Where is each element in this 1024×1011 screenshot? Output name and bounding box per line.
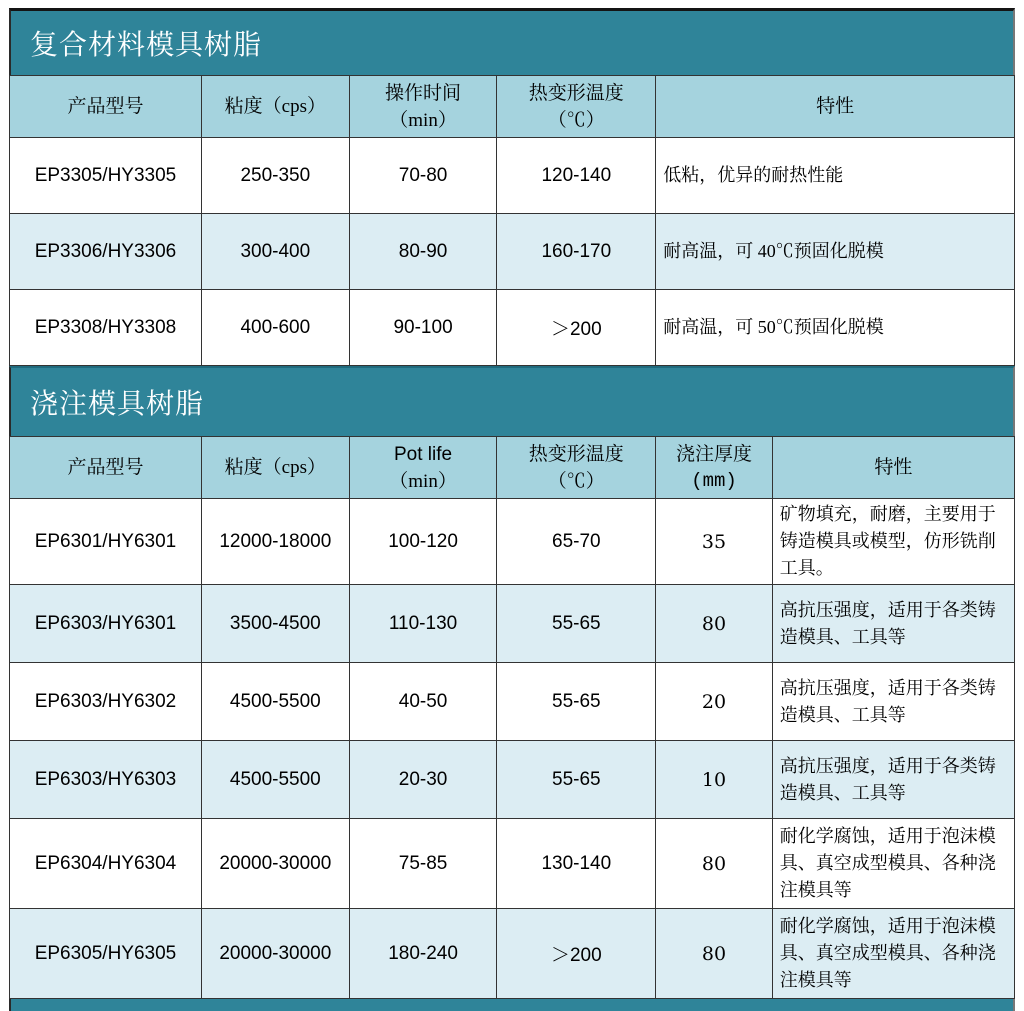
cell-features: 高抗压强度，适用于各类铸造模具、工具等 [772, 741, 1014, 819]
cell-casting-thickness: 80 [656, 909, 773, 999]
cell-product-model: EP6304/HY6304 [10, 819, 202, 909]
cell-features: 矿物填充，耐磨，主要用于铸造模具或模型，仿形铣削工具。 [772, 499, 1014, 585]
table-row [10, 290, 1015, 366]
col-header-unit: （min） [389, 470, 457, 492]
col-header-label: 浇注厚度 [675, 443, 752, 465]
cell-viscosity: 400-600 [201, 290, 349, 366]
col-header-viscosity [201, 437, 349, 499]
col-header-unit: （℃） [547, 470, 605, 492]
col-header-pot-life [349, 437, 497, 499]
cell-features: 低粘，优异的耐热性能 [656, 138, 1015, 214]
cell-hdt: 55-65 [497, 741, 656, 819]
cell-viscosity: 4500-5500 [201, 741, 349, 819]
cell-product-model: EP6305/HY6305 [10, 909, 202, 999]
bottom-teal-bar [9, 999, 1015, 1011]
cell-hdt: 120-140 [497, 138, 656, 214]
col-header-features [656, 76, 1015, 138]
cell-pot-life: 180-240 [349, 909, 497, 999]
cell-product-model: EP6303/HY6301 [10, 585, 202, 663]
section2-title: 浇注模具树脂 [30, 389, 205, 420]
col-header-label: 特性 [816, 96, 855, 117]
cell-pot-life: 75-85 [349, 819, 497, 909]
col-header-working-time [349, 76, 497, 138]
col-header-label: 粘度（cps） [224, 457, 326, 478]
section1-title-band [9, 8, 1015, 75]
table-row [10, 499, 1015, 585]
cell-casting-thickness: 35 [656, 499, 773, 585]
cell-working-time: 70-80 [349, 138, 497, 214]
col-header-label: 特性 [874, 457, 913, 478]
cell-features: 耐高温，可 40℃预固化脱模 [656, 214, 1015, 290]
col-header-unit: （min） [389, 109, 457, 131]
header-row [10, 437, 1015, 499]
cell-product-model: EP3308/HY3308 [10, 290, 202, 366]
cell-features: 耐高温，可 50℃预固化脱模 [656, 290, 1015, 366]
cell-hdt: 65-70 [497, 499, 656, 585]
col-header-casting-thickness [656, 437, 773, 499]
composite-resin-table [9, 75, 1015, 366]
table-row [10, 585, 1015, 663]
cell-viscosity: 12000-18000 [201, 499, 349, 585]
cell-working-time: 80-90 [349, 214, 497, 290]
cell-hdt: 55-65 [497, 663, 656, 741]
cell-pot-life: 40-50 [349, 663, 497, 741]
col-header-viscosity [201, 76, 349, 138]
col-header-label: Pot life [394, 443, 453, 465]
cell-features: 高抗压强度，适用于各类铸造模具、工具等 [772, 663, 1014, 741]
cell-casting-thickness: 10 [656, 741, 773, 819]
cell-hdt: ＞200 [497, 909, 656, 999]
table-row [10, 741, 1015, 819]
cell-hdt: 130-140 [497, 819, 656, 909]
cell-product-model: EP6301/HY6301 [10, 499, 202, 585]
col-header-product-model [10, 76, 202, 138]
section2-title-band [9, 366, 1015, 436]
cell-features: 耐化学腐蚀，适用于泡沫模具、真空成型模具、各种浇注模具等 [772, 909, 1014, 999]
cell-casting-thickness: 20 [656, 663, 773, 741]
col-header-features [772, 437, 1014, 499]
cell-pot-life: 20-30 [349, 741, 497, 819]
cell-features: 高抗压强度，适用于各类铸造模具、工具等 [772, 585, 1014, 663]
cell-casting-thickness: 80 [656, 819, 773, 909]
cell-viscosity: 300-400 [201, 214, 349, 290]
col-header-hdt [497, 437, 656, 499]
cell-viscosity: 4500-5500 [201, 663, 349, 741]
table-row [10, 909, 1015, 999]
col-header-label: 产品型号 [67, 457, 144, 478]
cell-casting-thickness: 80 [656, 585, 773, 663]
col-header-hdt [497, 76, 656, 138]
col-header-label: 操作时间 [385, 82, 462, 104]
cell-viscosity: 250-350 [201, 138, 349, 214]
section1-title: 复合材料模具树脂 [30, 30, 263, 61]
cell-hdt: 160-170 [497, 214, 656, 290]
cell-hdt: 55-65 [497, 585, 656, 663]
col-header-unit: (mm) [691, 469, 737, 492]
col-header-product-model [10, 437, 202, 499]
cell-viscosity: 20000-30000 [201, 819, 349, 909]
table-row [10, 819, 1015, 909]
col-header-unit: （℃） [547, 109, 605, 131]
col-header-label: 热变形温度 [528, 82, 624, 104]
table-row [10, 663, 1015, 741]
cell-product-model: EP3305/HY3305 [10, 138, 202, 214]
cell-pot-life: 110-130 [349, 585, 497, 663]
cell-viscosity: 20000-30000 [201, 909, 349, 999]
cell-viscosity: 3500-4500 [201, 585, 349, 663]
cell-product-model: EP3306/HY3306 [10, 214, 202, 290]
cell-product-model: EP6303/HY6303 [10, 741, 202, 819]
table-row [10, 214, 1015, 290]
header-row [10, 76, 1015, 138]
cell-pot-life: 100-120 [349, 499, 497, 585]
cell-features: 耐化学腐蚀，适用于泡沫模具、真空成型模具、各种浇注模具等 [772, 819, 1014, 909]
cell-hdt: ＞200 [497, 290, 656, 366]
datasheet [9, 8, 1015, 1011]
casting-resin-table [9, 436, 1015, 999]
table-row [10, 138, 1015, 214]
col-header-label: 热变形温度 [528, 443, 624, 465]
col-header-label: 粘度（cps） [224, 96, 326, 117]
cell-working-time: 90-100 [349, 290, 497, 366]
cell-product-model: EP6303/HY6302 [10, 663, 202, 741]
col-header-label: 产品型号 [67, 96, 144, 117]
